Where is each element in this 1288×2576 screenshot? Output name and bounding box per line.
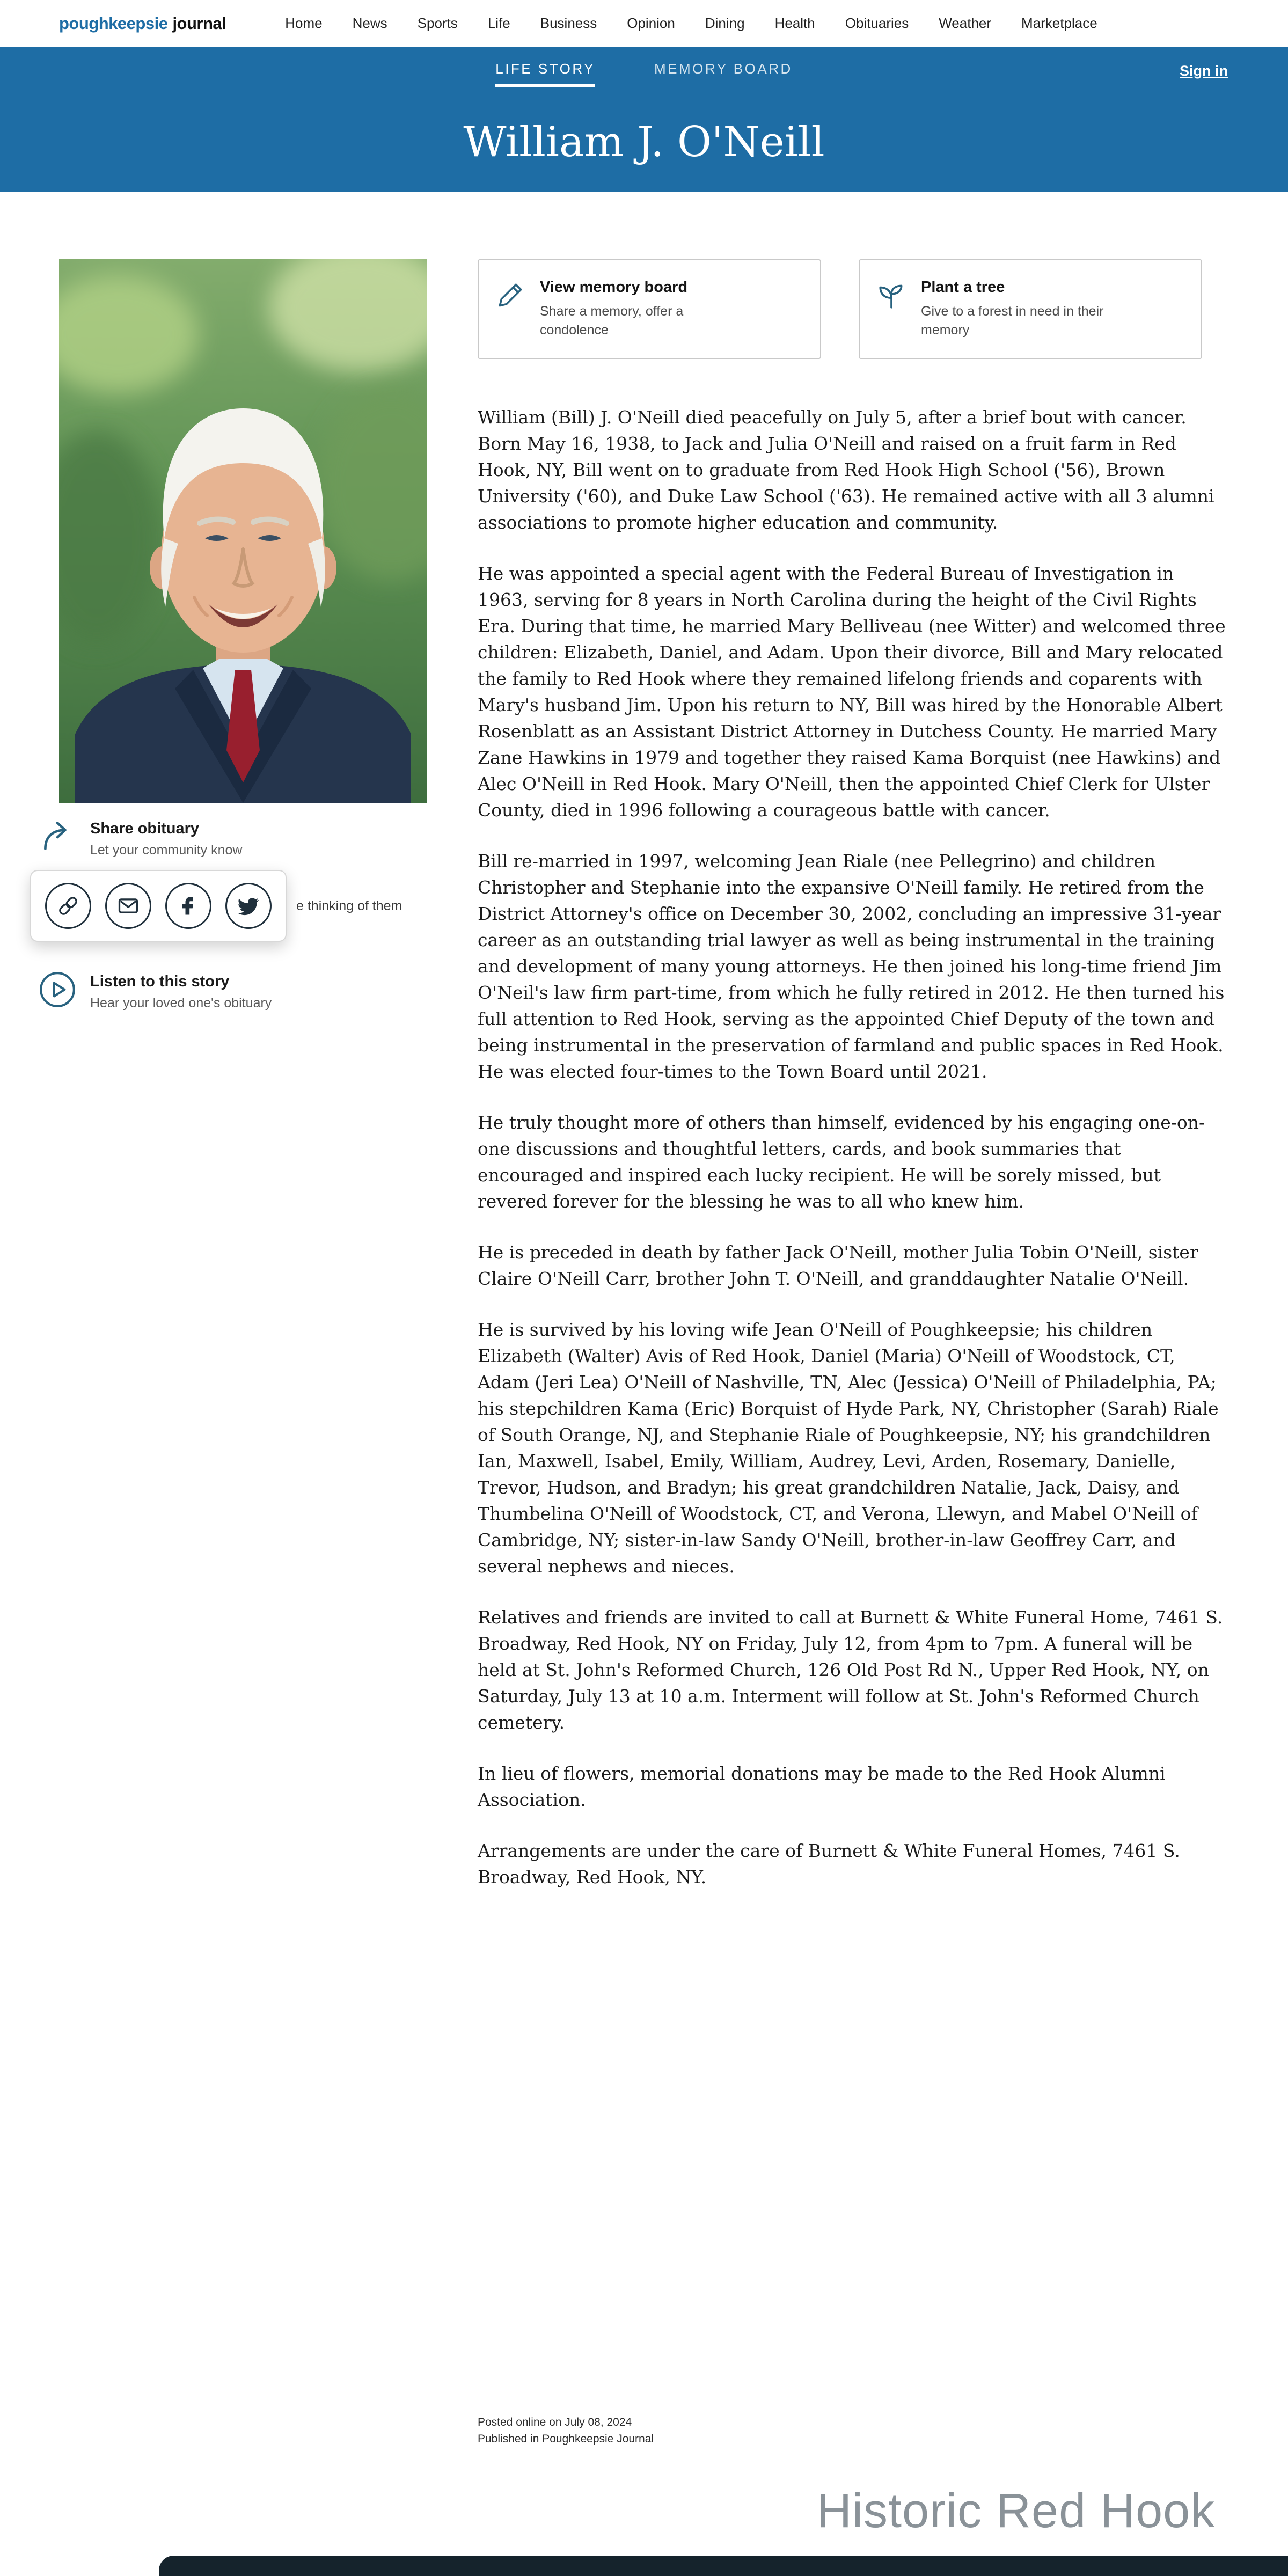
obituary-paragraph: He truly thought more of others than himself, evidenced by his engaging one-on-one discussions and thoughtful letters, cards, and book summaries that encouraged and inspired each lucky recipient. He will be sorely missed, but revered forever for the blessing he was to all who knew him.	[478, 1112, 1205, 1212]
share-row	[38, 870, 427, 942]
share-popover	[30, 870, 287, 942]
listen-to-story[interactable]	[38, 970, 427, 1011]
site-logo[interactable]	[59, 14, 226, 33]
view-memory-board-card[interactable]	[478, 259, 821, 359]
link-icon	[56, 894, 80, 918]
share-link-button[interactable]	[45, 883, 91, 929]
nav-item-dining[interactable]: Dining	[705, 15, 745, 31]
tab-memory-board[interactable]: MEMORY BOARD	[654, 61, 793, 77]
nav-item-opinion[interactable]: Opinion	[627, 15, 675, 31]
email-icon	[116, 894, 140, 918]
plant-tree-subtitle: Give to a forest in need in their memory	[921, 304, 1104, 338]
share-subtitle: Let your community know	[90, 843, 243, 858]
listen-subtitle: Hear your loved one's obituary	[90, 996, 272, 1011]
nav-item-business[interactable]: Business	[540, 15, 597, 31]
obituary-paragraph: Arrangements are under the care of Burnett & White Funeral Homes, 7461 S. Broadway, Red Hook, NY.	[478, 1840, 1180, 1887]
posted-date: Posted online on July 08, 2024	[478, 2416, 632, 2428]
nav-item-marketplace[interactable]: Marketplace	[1021, 15, 1097, 31]
share-icon	[38, 817, 77, 857]
top-nav	[0, 0, 1288, 47]
obituary-paragraph: In lieu of flowers, memorial donations may be made to the Red Hook Alumni Association.	[478, 1763, 1166, 1810]
ad-headline: Historic Red Hook	[817, 2484, 1216, 2538]
page-title: William J. O'Neill	[463, 118, 825, 166]
tabs	[0, 47, 1288, 87]
plant-a-tree-card[interactable]	[859, 259, 1202, 359]
obituary-header-band	[0, 47, 1288, 192]
portrait-photo	[59, 259, 427, 803]
nav-item-weather[interactable]: Weather	[939, 15, 992, 31]
tab-life-story[interactable]: LIFE STORY	[495, 61, 595, 87]
obituary-paragraph: He is preceded in death by father Jack O'Neill, mother Julia Tobin O'Neill, sister Claire O'Neill Carr, brother John T. O'Neill, and granddaughter Natalie O'Neill.	[478, 1242, 1198, 1289]
nav-item-sports[interactable]: Sports	[417, 15, 458, 31]
pencil-icon	[495, 280, 526, 311]
posted-meta	[478, 2414, 654, 2447]
action-cards	[478, 259, 1229, 359]
play-icon	[38, 970, 77, 1009]
nav-item-news[interactable]: News	[352, 15, 387, 31]
memory-board-subtitle: Share a memory, offer a condolence	[540, 304, 684, 338]
share-title: Share obituary	[90, 820, 200, 837]
obituary-paragraph: Bill re-married in 1997, welcoming Jean Riale (nee Pellegrino) and children Christopher and Stephanie into the expansive O'Neill family. He retired from the District Attorney's office on December 30, 2002, concluding an impressive 31-year career as an outstanding trial lawyer as well as being instrumental in the training and development of many young attorneys. He then joined his long-time friend Jim O'Neil's law firm part-time, from which he fully retired in 2012. He then turned his full attention to Red Hook, serving as the appointed Chief Deputy of the town and being instrumental in the preservation of farmland and public spaces in Red Hook. He was elected four-times to the Town Board until 2021.	[478, 851, 1225, 1082]
obituary-paragraph: William (Bill) J. O'Neill died peacefully on July 5, after a brief bout with cancer. Born May 16, 1938, to Jack and Julia O'Neill and raised on a fruit farm in Red Hook, NY, Bill went on to graduate from Red Hook High School ('56), Brown University ('60), and Duke Law School ('63). He remained active with all 3 alumni associations to promote higher education and community.	[478, 407, 1214, 533]
memory-board-title: View memory board	[540, 279, 688, 296]
listen-title: Listen to this story	[90, 973, 230, 990]
nav-item-obituaries[interactable]: Obituaries	[845, 15, 909, 31]
nav-item-home[interactable]: Home	[285, 15, 323, 31]
top-nav-links	[285, 15, 1097, 32]
main-content	[0, 192, 1288, 1915]
obituary-paragraph: He is survived by his loving wife Jean O'Neill of Poughkeepsie; his children Elizabeth (Walter) Avis of Red Hook, Daniel (Maria) O'Neill of Woodstock, CT, Adam (Jeri Lea) O'Neill of Nashville, TN, Alec (Jessica) O'Neill of Philadelphia, PA; his stepchildren Kama (Eric) Borquist of Hyde Park, NY, Christopher (Sarah) Riale of South Orange, NJ, and Stephanie Riale of Poughkeepsie, NY; his grandchildren Ian, Maxwell, Isabel, Emily, William, Audrey, Levi, Arden, Rosemary, Danielle, Trevor, Hudson, and Bradyn; his great grandchildren Natalie, Jack, Daisy, and Thumbelina O'Neill of Woodstock, CT, and Verona, Llewyn, and Mabel O'Neill of Cambridge, NY; sister-in-law Sandy O'Neill, brother-in-law Geoffrey Carr, and several nephews and nieces.	[478, 1319, 1219, 1577]
plant-tree-title: Plant a tree	[921, 279, 1005, 296]
twitter-icon	[237, 894, 260, 918]
obituary-paragraph: He was appointed a special agent with the Federal Bureau of Investigation in 1963, serving for 8 years in North Carolina during the height of the Civil Rights Era. During that time, he married Mary Belliveau (nee Witter) and welcomed three children: Elizabeth, Daniel, and Adam. Upon their divorce, Bill and Mary relocated the family to Red Hook where they remained lifelong friends and coparents with Mary's husband Jim. Upon his return to NY, Bill was hired by the Honorable Albert Rosenblatt as an Assistant District Attorney in Dutchess County. He married Mary Zane Hawkins in 1979 and together they raised Kama Borquist (nee Hawkins) and Alec O'Neill in Red Hook. Mary O'Neill, then the appointed Chief Clerk for Ulster County, died in 1996 following a courageous battle with cancer.	[478, 563, 1226, 821]
nav-item-health[interactable]: Health	[774, 15, 815, 31]
share-facebook-button[interactable]	[165, 883, 211, 929]
facebook-icon	[177, 894, 200, 918]
share-overlay-text-fragment: e thinking of them	[296, 898, 402, 913]
share-email-button[interactable]	[105, 883, 151, 929]
left-rail	[38, 259, 427, 1915]
sign-in-link[interactable]: Sign in	[1180, 63, 1228, 79]
published-in: Published in Poughkeepsie Journal	[478, 2433, 654, 2445]
site-logo-part1: poughkeepsie	[59, 13, 168, 33]
tree-icon	[876, 280, 907, 311]
footer-bar	[159, 2556, 1288, 2576]
share-obituary[interactable]	[38, 817, 427, 858]
nav-item-life[interactable]: Life	[487, 15, 510, 31]
share-twitter-button[interactable]	[225, 883, 272, 929]
obituary-paragraph: Relatives and friends are invited to call at Burnett & White Funeral Home, 7461 S. Broadway, Red Hook, NY on Friday, July 12, from 4pm to 7pm. A funeral will be held at St. John's Reformed Church, 126 Old Post Rd N., Upper Red Hook, NY, on Saturday, July 13 at 10 a.m. Interment will follow at St. John's Reformed Church cemetery.	[478, 1607, 1223, 1733]
portrait-illustration	[59, 259, 427, 803]
site-logo-part2: journal	[172, 13, 226, 33]
obituary-column	[427, 259, 1229, 1915]
obituary-text	[478, 404, 1229, 1890]
